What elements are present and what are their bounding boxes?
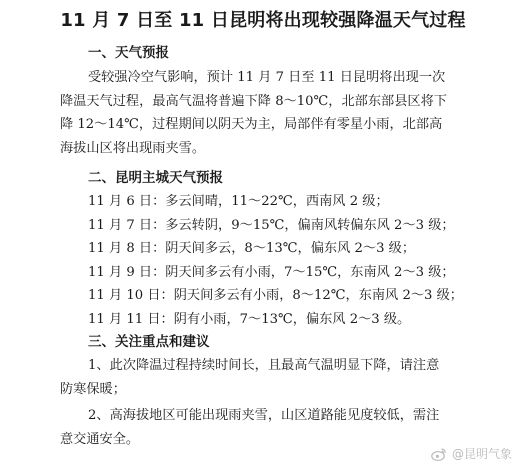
paragraph-line: 1、此次降温过程持续时间长，且最高气温明显下降，请注意 bbox=[88, 358, 440, 373]
key-point-1 bbox=[60, 354, 480, 401]
city-forecast-list bbox=[88, 190, 463, 332]
forecast-row-nov-10: 11 月 10 日：阴天间多云有小雨，8～12℃，东南风 2～3 级； bbox=[88, 288, 463, 304]
key-point-2 bbox=[60, 404, 480, 451]
forecast-row-nov-11: 11 月 11 日：阴有小雨，7～13℃，偏东风 2～3 级。 bbox=[88, 311, 411, 327]
forecast-row-nov-9: 11 月 9 日：阴天间多云有小雨，7～15℃，东南风 2～3 级； bbox=[88, 264, 455, 280]
document-title: 11 月 7 日至 11 日昆明将出现较强降温天气过程 bbox=[60, 10, 466, 31]
weather-forecast-paragraph bbox=[60, 66, 480, 160]
paragraph-line: 降温天气过程，最高气温将普遍下降 8～10℃，北部东部县区将下 bbox=[60, 93, 447, 109]
forecast-row-nov-8: 11 月 8 日：阴天间多云，8～13℃，偏东风 2～3 级； bbox=[88, 241, 416, 257]
forecast-row-nov-6: 11 月 6 日：多云间晴，11～22℃，西南风 2 级； bbox=[88, 194, 389, 209]
section-heading-city-forecast: 二、昆明主城天气预报 bbox=[88, 170, 223, 186]
paragraph-line: 意交通安全。 bbox=[60, 431, 140, 447]
watermark bbox=[431, 445, 512, 462]
weibo-logo-icon bbox=[431, 446, 447, 462]
paragraph-line: 防寒保暖； bbox=[60, 381, 126, 397]
paragraph-line: 海拔山区将出现雨夹雪。 bbox=[60, 140, 206, 156]
section-heading-key-points: 三、关注重点和建议 bbox=[88, 334, 210, 350]
paragraph-line: 2、高海拔地区可能出现雨夹雪，山区道路能见度较低，需注 bbox=[88, 408, 440, 423]
forecast-row-nov-7: 11 月 7 日：多云转阴，9～15℃，偏南风转偏东风 2～3 级； bbox=[88, 217, 455, 233]
paragraph-line: 受较强冷空气影响，预计 11 月 7 日至 11 日昆明将出现一次 bbox=[88, 70, 446, 85]
watermark-text: @昆明气象 bbox=[451, 447, 512, 461]
paragraph-line: 降 12～14℃，过程期间以阴天为主，局部伴有零星小雨，北部高 bbox=[60, 117, 443, 133]
section-heading-weather-forecast: 一、天气预报 bbox=[88, 45, 169, 61]
